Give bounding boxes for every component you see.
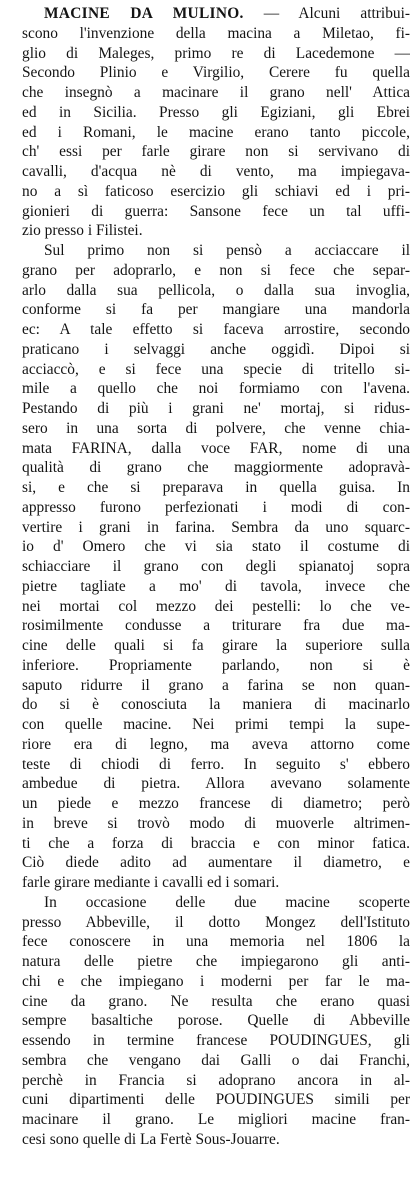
text-line — [22, 221, 410, 241]
line-text: sero in una sorta di polvere, che venne chia- — [22, 419, 410, 437]
line-text: cavalli, d'acqua nè di vento, ma impiegava- — [22, 163, 410, 180]
text-line — [22, 340, 410, 360]
line-text: glio di Maleges, primo re di Lacedemone — — [22, 44, 410, 62]
line-text: chi e che impiegano i moderni per far le ma- — [22, 972, 410, 990]
text-line — [22, 399, 410, 419]
line-text: pietre tagliate a mo' di tavola, invece che — [22, 577, 410, 595]
text-line — [22, 537, 410, 557]
text-line — [22, 636, 410, 656]
text-line — [22, 794, 410, 814]
line-text: gionieri di guerra: Sansone fece un tal uffi- — [22, 202, 410, 220]
text-line — [22, 913, 410, 933]
text-line — [22, 735, 410, 755]
text-line — [22, 241, 410, 261]
text-line — [22, 44, 410, 64]
line-text: presso Abbeville, il dotto Mongez dell'Istituto — [22, 913, 410, 931]
line-text: che insegnò a macinare il grano nell' Attica — [22, 84, 410, 101]
paragraph — [22, 4, 410, 241]
text-line — [22, 83, 410, 103]
text-line — [22, 1051, 410, 1071]
text-line — [22, 715, 410, 735]
line-text: sembra che vengano dai Galli o dai Franchi, — [22, 1051, 410, 1069]
text-line — [22, 202, 410, 222]
text-line — [22, 1011, 410, 1031]
text-line — [22, 1090, 410, 1110]
line-text: cine delle quali si fa girare la superiore sulla — [22, 637, 410, 654]
text-line — [22, 577, 410, 597]
text-line — [22, 63, 410, 83]
line-text: ec: A tale effetto si faceva arrostire, secondo — [22, 321, 410, 338]
line-text: arlo dalla sua pellicola, o dalla sua invoglia, — [22, 281, 410, 299]
line-text: schiacciare il grano con degli spianatoj sopra — [22, 558, 410, 575]
text-line — [22, 4, 410, 24]
line-text: macinare il grano. Le migliori macine fran- — [22, 1111, 410, 1128]
text-line — [22, 972, 410, 992]
line-text: Secondo Plinio e Virgilio, Cerere fu quella — [22, 64, 410, 82]
line-text: mile a quello che noi formiamo con l'avena. — [22, 380, 410, 398]
text-line — [22, 616, 410, 636]
paragraph — [22, 241, 410, 893]
text-line — [22, 261, 410, 281]
line-text: ti che a forza di braccia e con minor fatica. — [22, 834, 410, 852]
line-text: ambedue di pietra. Allora avevano solamente — [22, 775, 410, 793]
line-text: io d' Omero che vi sia stato il costume di — [22, 538, 410, 556]
line-text: zio presso i Filistei. — [22, 222, 143, 240]
text-line — [22, 932, 410, 952]
line-text: — Alcuni attribui- — [243, 5, 410, 22]
line-text: acciaccò, e si fece una specie di tritello si- — [22, 360, 410, 378]
line-text: praticano i selvaggi anche oggidì. Dipoi si — [22, 340, 410, 358]
text-line — [22, 142, 410, 162]
text-line — [22, 814, 410, 834]
line-text: vertire i grani in farina. Sembra da uno squarc- — [22, 518, 410, 536]
text-line — [22, 24, 410, 44]
text-line — [22, 952, 410, 972]
text-line — [22, 774, 410, 794]
text-line — [22, 300, 410, 320]
line-text: Ciò diede adito ad aumentare il diametro, e — [22, 854, 410, 872]
text-line — [22, 676, 410, 696]
text-line — [22, 123, 410, 143]
text-line — [22, 162, 410, 182]
text-line — [22, 1071, 410, 1091]
line-text: nei mortai col mezzo dei pestelli: lo che ve- — [22, 597, 410, 615]
line-text: conforme si fa per mangiare una mandorla — [22, 301, 410, 319]
line-text: inferiore. Propriamente parlando, non si è — [22, 656, 410, 674]
text-line — [22, 755, 410, 775]
text-line — [22, 518, 410, 538]
line-text: perchè in Francia si adoprano ancora in al- — [22, 1071, 410, 1089]
text-line — [22, 379, 410, 399]
line-text: saputo ridurre il grano a farina se non quan- — [22, 676, 410, 694]
text-line — [22, 103, 410, 123]
line-text: no a sì faticoso esercizio gli schiavi ed i pri- — [22, 182, 410, 200]
text-line — [22, 439, 410, 459]
line-text: cuni dipartimenti delle POUDINGUES simili per — [22, 1091, 410, 1109]
line-text: fece conoscere in una memoria nel 1806 la — [22, 933, 410, 951]
line-text: appresso furono perfezionati i modi di con- — [22, 498, 410, 516]
line-text: essendo in termine francese POUDINGUES, gli — [22, 1032, 410, 1049]
paragraph — [22, 893, 410, 1150]
line-text: do si è conosciuta la maniera di macinarlo — [22, 696, 410, 714]
text-line — [22, 498, 410, 518]
line-text: ed in Sicilia. Presso gli Egiziani, gli Ebrei — [22, 103, 410, 121]
text-line — [22, 360, 410, 380]
text-line — [22, 656, 410, 676]
line-text: Sul primo non si pensò a acciaccare il — [44, 242, 410, 259]
text-line — [22, 281, 410, 301]
text-line — [22, 853, 410, 873]
line-text: mata FARINA, dalla voce FAR, nome di una — [22, 439, 410, 457]
text-line — [22, 873, 410, 893]
line-text: riore era di legno, ma aveva attorno come — [22, 735, 410, 753]
line-text: cesi sono quelle di La Fertè Sous-Jouarre. — [22, 1130, 280, 1148]
line-text: un piede e mezzo francese di diametro; però — [22, 795, 410, 812]
line-text: in breve si trovò modo di muoverle altrimen- — [22, 814, 410, 832]
text-line — [22, 695, 410, 715]
line-text: si, e che si preparava in quella guisa. In — [22, 479, 410, 496]
text-line — [22, 834, 410, 854]
text-line — [22, 1031, 410, 1051]
line-text: ch' essi per farle girare non si servivano di — [22, 143, 410, 161]
line-text: natura delle pietre che impiegarono gli anti- — [22, 953, 410, 970]
text-line — [22, 1110, 410, 1130]
text-line — [22, 182, 410, 202]
text-line — [22, 320, 410, 340]
text-line — [22, 458, 410, 478]
text-line — [22, 557, 410, 577]
line-text: ed i Romani, le macine erano tanto piccole, — [22, 123, 410, 141]
text-line — [22, 478, 410, 498]
line-text: scono l'invenzione della macina a Miletao, fi- — [22, 24, 410, 42]
text-line — [22, 597, 410, 617]
text-line — [22, 419, 410, 439]
line-text: farle girare mediante i cavalli ed i somari. — [22, 874, 280, 891]
entry-heading: MACINE DA MULINO. — [44, 5, 244, 22]
text-line — [22, 893, 410, 913]
line-text: sempre basaltiche porose. Quelle di Abbeville — [22, 1012, 410, 1030]
line-text: Pestando di più i grani ne' mortaj, si ridus- — [22, 400, 410, 417]
line-text: con quelle macine. Nei primi tempi la supe- — [22, 716, 410, 733]
text-line — [22, 992, 410, 1012]
line-text: rosimilmente condusse a triturare fra due ma- — [22, 617, 410, 635]
line-text: qualità di grano che maggiormente adopravà- — [22, 459, 410, 477]
line-text: cine da grano. Ne resulta che erano quasi — [22, 992, 410, 1010]
line-text: teste di chiodi di ferro. In seguito s' ebbero — [22, 755, 410, 773]
line-text: grano per adoprarlo, e non si fece che separ- — [22, 261, 410, 279]
line-text: In occasione delle due macine scoperte — [44, 893, 410, 911]
text-line — [22, 1130, 410, 1150]
